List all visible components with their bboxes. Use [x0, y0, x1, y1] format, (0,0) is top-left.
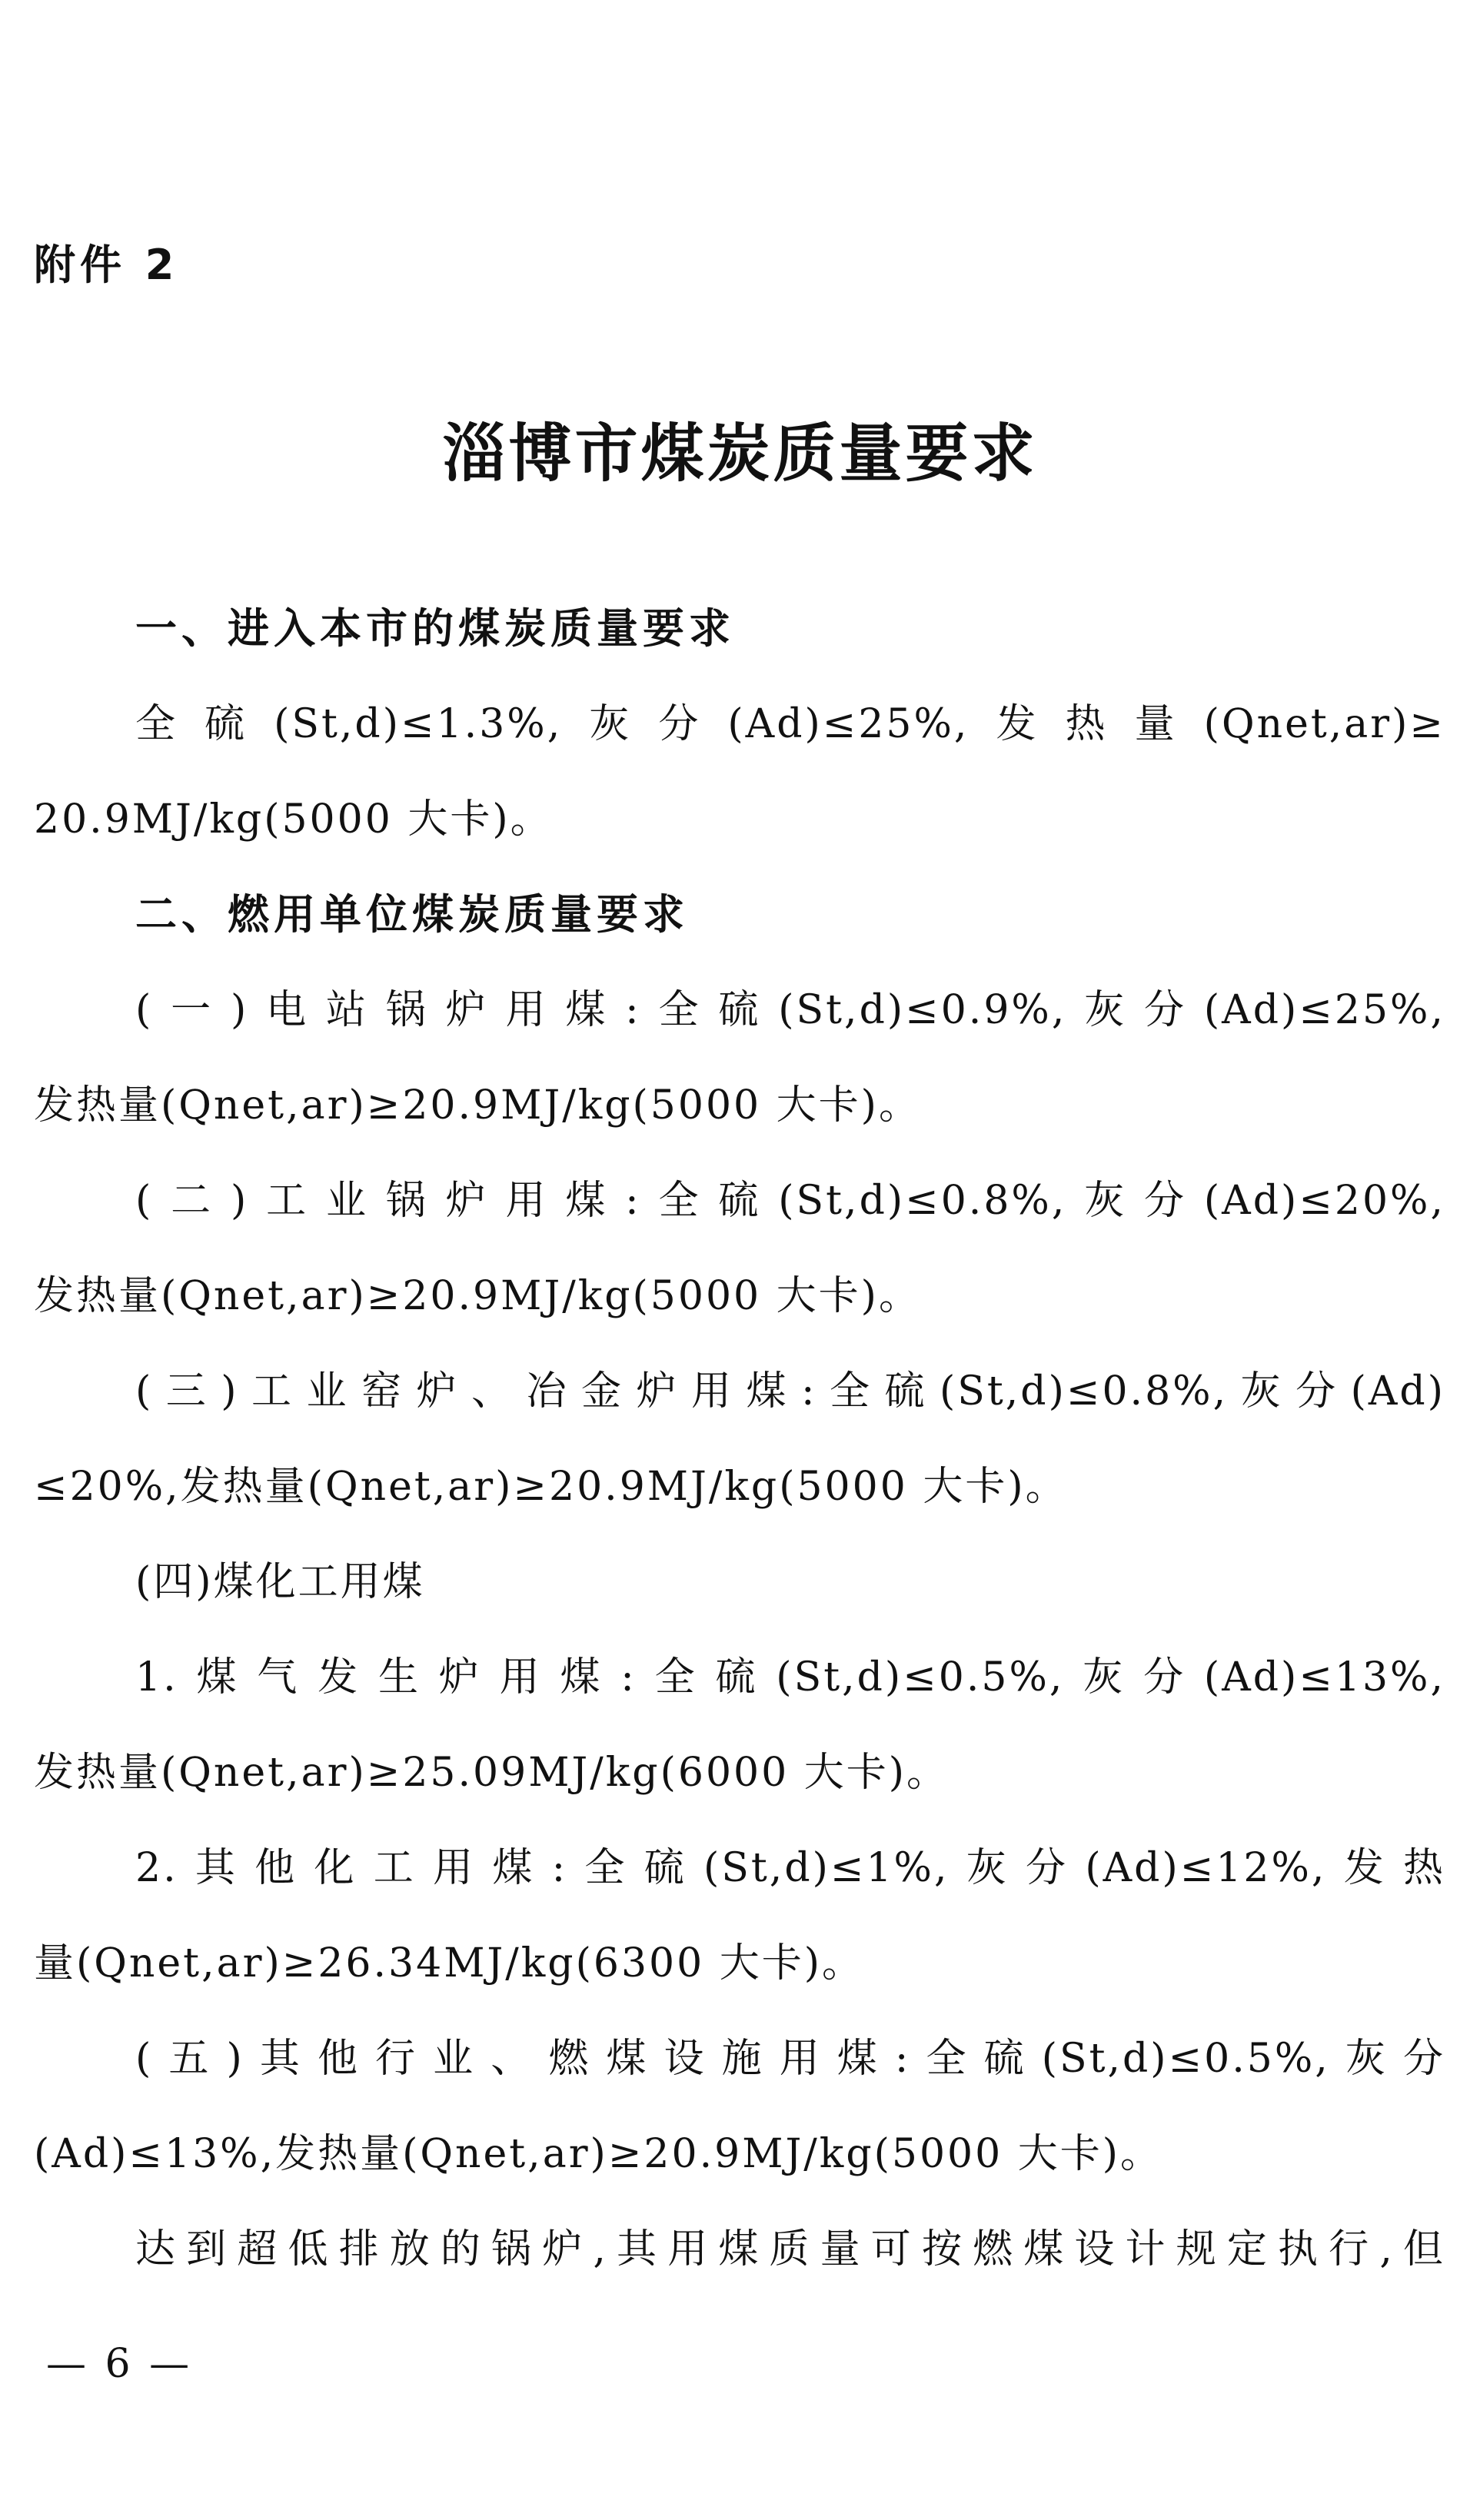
item-4-2-line-2: 量(Qnet,ar)≥26.34MJ/kg(6300 大卡)。	[34, 1940, 865, 1986]
item-4-heading: (四)煤化工用煤	[135, 1559, 425, 1605]
section-1-line-2: 20.9MJ/kg(5000 大卡)。	[34, 796, 553, 843]
item-3-line-2: ≤20%,发热量(Qnet,ar)≥20.9MJ/kg(5000 大卡)。	[34, 1464, 1068, 1510]
paragraph-6-line-1: 达到超低排放的锅炉,其用煤质量可按燃煤设计规定执行,但	[135, 2226, 1445, 2272]
section-heading-1: 一、进入本市的煤炭质量要求	[135, 604, 735, 653]
item-1-line-1: (一)电站锅炉用煤:全硫(St,d)≤0.9%,灰分(Ad)≤25%,	[135, 987, 1445, 1033]
item-5-line-2: (Ad)≤13%,发热量(Qnet,ar)≥20.9MJ/kg(5000 大卡)。	[34, 2131, 1163, 2177]
page-number: — 6 —	[46, 2341, 193, 2387]
item-2-line-1: (二)工业锅炉用煤:全硫(St,d)≤0.8%,灰分(Ad)≤20%,	[135, 1178, 1445, 1224]
item-5-line-1: (五)其他行业、燃煤设施用煤:全硫(St,d)≤0.5%,灰分	[135, 2036, 1445, 2082]
item-4-2-line-1: 2.其他化工用煤:全硫(St,d)≤1%,灰分(Ad)≤12%,发热	[135, 1845, 1445, 1891]
item-4-1-line-1: 1.煤气发生炉用煤:全硫(St,d)≤0.5%,灰分(Ad)≤13%,	[135, 1654, 1445, 1701]
item-4-1-line-2: 发热量(Qnet,ar)≥25.09MJ/kg(6000 大卡)。	[34, 1750, 950, 1796]
attachment-label: 附件 2	[34, 241, 179, 289]
item-1-line-2: 发热量(Qnet,ar)≥20.9MJ/kg(5000 大卡)。	[34, 1082, 921, 1129]
item-2-line-2: 发热量(Qnet,ar)≥20.9MJ/kg(5000 大卡)。	[34, 1273, 921, 1319]
item-3-line-1: (三)工业窑炉、冶金炉用煤:全硫(St,d)≤0.8%,灰分(Ad)	[135, 1368, 1445, 1415]
page-title: 淄博市煤炭质量要求	[442, 417, 1038, 490]
section-heading-2: 二、燃用单位煤炭质量要求	[135, 890, 689, 939]
section-1-line-1: 全硫(St,d)≤1.3%,灰分(Ad)≤25%,发热量(Qnet,ar)≥	[135, 701, 1445, 747]
